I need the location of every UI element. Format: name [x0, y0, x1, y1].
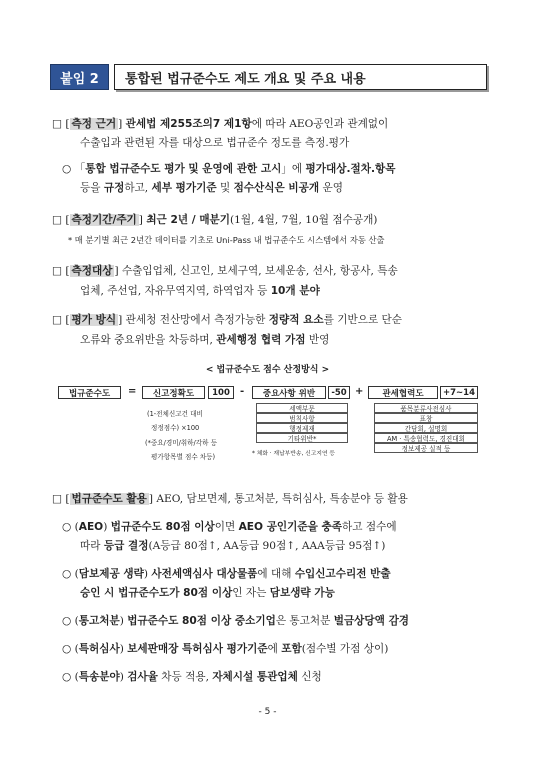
text: 담보제공 생략: [78, 568, 144, 580]
text: 통고처분: [78, 615, 120, 627]
text: 에 대해: [257, 568, 295, 580]
text: ] AEO, 담보면제, 통고처분, 특허심사, 특송분야 등 활용: [148, 493, 408, 505]
text: 차등 적용,: [157, 671, 213, 683]
text: 및: [216, 182, 234, 194]
violation-item: 기타위반*: [256, 433, 348, 443]
s2-line1: [52, 213, 377, 227]
text: 보세판매장 특허심사 평가기준: [127, 643, 268, 655]
s5-bullet2: [62, 567, 391, 581]
violation-score: -50: [328, 386, 350, 399]
s5-bullet4: [62, 642, 388, 656]
text: (점수별 가점 상이): [301, 643, 389, 655]
text: 10개 분야: [270, 285, 320, 297]
s2-note: * 매 분기별 최근 2년간 데이터를 기초로 Uni-Pass 내 법규준수도 시스템에서 자동 산출: [68, 235, 385, 245]
text: 」에: [281, 163, 306, 175]
text: 업체, 주선업, 자유무역지역, 하역업자 등: [80, 285, 271, 297]
text: 정량적 요소: [268, 314, 324, 326]
page-number: - 5 -: [258, 707, 277, 717]
text: 를 기반으로 단순: [323, 314, 403, 326]
text: 등급 결정: [103, 540, 149, 552]
s5-bullet2-line2: [80, 586, 335, 600]
text: 점수산식은 비공개: [233, 182, 320, 194]
s5-bullet3: [62, 614, 409, 628]
text: ): [143, 568, 152, 580]
equals-sign: =: [128, 386, 137, 397]
text: ): [119, 615, 128, 627]
page-title: 통합된 법규준수도 제도 개요 및 주요 내용: [114, 64, 487, 90]
text: 수입신고수리전 반출: [294, 568, 391, 580]
s5-bullet1: [62, 520, 397, 534]
score-formula-diagram: [52, 380, 484, 465]
s4-line1: [52, 313, 402, 327]
label-target: 측정대상: [71, 265, 113, 277]
text: 오류와 중요위반을 차등하며,: [80, 334, 217, 346]
text: ○ (: [62, 643, 79, 655]
text: (1월, 4월, 7월, 10월 점수공개): [230, 214, 378, 226]
coop-item: 품목분류사전심사: [374, 403, 478, 413]
text: ]: [138, 214, 147, 226]
s1-line3: [62, 162, 395, 176]
label-method: 평가 방식: [71, 314, 117, 326]
text: (A등급 80점↑, AA등급 90점↑, AAA등급 95점↑): [148, 540, 386, 552]
text: 세부 평가기준: [151, 182, 217, 194]
text: AEO 공인기준을 충족: [238, 521, 343, 533]
s1-line2: 수출입과 관련된 자를 대상으로 법규준수 정도를 측정.평가: [80, 137, 350, 149]
violation-item: 세액부문: [256, 403, 348, 413]
text: ○ 「: [62, 163, 86, 175]
text: 담보생략 가능: [269, 587, 335, 599]
text: 특송분야: [78, 671, 120, 683]
text: 신청: [297, 671, 322, 683]
text: 검사율: [127, 671, 158, 683]
accuracy-desc-1: (1-전체신고건 대비: [147, 410, 203, 418]
violation-note: * 체화 · 재납부반송, 신고지연 등: [252, 451, 335, 457]
appendix-tag: 붙임 2: [50, 64, 109, 90]
s3-line1: [52, 264, 398, 278]
label-measure-basis: 측정 근거: [71, 118, 117, 130]
text: 관세행정 협력 가점: [216, 334, 306, 346]
diagram-caption: < 법규준수도 점수 산정방식 >: [205, 365, 330, 375]
text: 하고 점수에: [342, 521, 397, 533]
text: □ [: [52, 493, 70, 505]
s1-line1: [52, 117, 388, 131]
text: 반영: [305, 334, 330, 346]
s5-bullet5: [62, 670, 322, 684]
text: AEO: [78, 521, 104, 533]
text: 은 통고처분: [275, 615, 334, 627]
text: 인 자는: [232, 587, 270, 599]
text: 규정: [103, 182, 125, 194]
plus-sign: +: [355, 386, 364, 397]
minus-sign: -: [240, 386, 245, 397]
label-usage: 법규준수도 활용: [71, 493, 147, 505]
coop-score: +7~14: [440, 386, 478, 399]
text: 자체시설 통관업체: [212, 671, 298, 683]
text: ): [119, 671, 128, 683]
accuracy-desc-2: 정정점수) ×100: [151, 424, 200, 432]
text: 법규준수도 80점 이상 중소기업: [127, 615, 276, 627]
text: 이면: [214, 521, 239, 533]
text: ] 수출입업체, 신고인, 보세구역, 보세운송, 선사, 항공사, 특송: [114, 265, 398, 277]
accuracy-box: 신고정확도: [142, 386, 205, 399]
text: 하고,: [124, 182, 152, 194]
text: 승인 시 법규준수도가 80점 이상: [80, 587, 233, 599]
text: □ [: [52, 214, 70, 226]
text: 에: [267, 643, 282, 655]
text: ): [103, 521, 111, 533]
coop-item: 표창: [374, 413, 478, 423]
coop-item: AM · 특송협력도, 경진대회: [374, 433, 478, 443]
text: ]: [118, 118, 126, 130]
text: ○ (: [62, 671, 79, 683]
accuracy-score: 100: [208, 386, 234, 399]
text: 에 따라 AEO공인과 관계없이: [251, 118, 389, 130]
text: ): [119, 643, 128, 655]
coop-box: 관세협력도: [368, 386, 438, 399]
text: 평가대상.절차.항목: [305, 163, 396, 175]
text: 사전세액심사 대상물품: [151, 568, 258, 580]
violation-box: 중요사항 위반: [252, 386, 326, 399]
accuracy-desc-4: 평가항목별 점수 차등): [151, 453, 216, 461]
s3-line2: [80, 284, 320, 298]
text: 관세법 제255조의7 제1항: [125, 118, 252, 130]
text: ○ (: [62, 615, 79, 627]
s4-line2: [80, 333, 329, 347]
s5-bullet1-line2: [80, 539, 385, 553]
text: □ [: [52, 265, 70, 277]
text: ○ (: [62, 521, 79, 533]
text: 통합 법규준수도 평가 및 운영에 관한 고시: [85, 163, 282, 175]
text: 포함: [281, 643, 302, 655]
text: 특허심사: [78, 643, 120, 655]
coop-item: 정보제공 실적 등: [374, 443, 478, 453]
s5-line1: [52, 492, 408, 506]
text: 최근 2년 / 매분기: [146, 214, 231, 226]
text: 운영: [319, 182, 343, 194]
text: □ [: [52, 118, 70, 130]
label-period: 측정기간/주기: [71, 214, 137, 226]
text: □ [: [52, 314, 70, 326]
accuracy-desc-3: (*중요/경미/취하/각하 등: [145, 439, 217, 447]
text: 등을: [80, 182, 104, 194]
violation-item: 행정제재: [256, 423, 348, 433]
text: ○ (: [62, 568, 79, 580]
compliance-box: 법규준수도: [58, 386, 121, 399]
text: ] 관세청 전산망에서 측정가능한: [118, 314, 269, 326]
s1-line4: [80, 181, 343, 195]
text: 법규준수도 80점 이상: [110, 521, 215, 533]
text: 벌금상당액 감경: [333, 615, 410, 627]
coop-item: 간담회, 설명회: [374, 423, 478, 433]
text: 따라: [80, 540, 104, 552]
violation-item: 범칙사항: [256, 413, 348, 423]
